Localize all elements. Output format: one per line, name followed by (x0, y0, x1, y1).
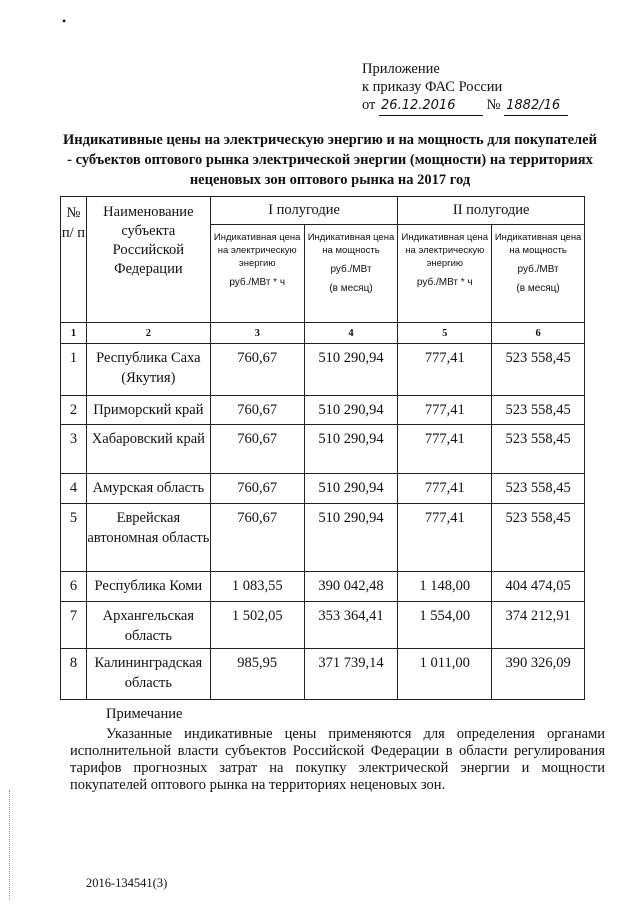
document-title: Индикативные цены на электрическую энергию и на мощность для покупателей - субъектов оптового рынка электрической энергии (мощности) на территориях неценовых зон оптового рынка на 2017 год (63, 132, 597, 188)
subheader-energy-h1-text: Индикативная цена на электрическую энергию (213, 232, 301, 269)
subheader-energy-h1 (210, 225, 304, 323)
index-cell: 3 (210, 323, 304, 344)
energy-price-h2: 1 554,00 (398, 602, 492, 649)
table-row (61, 602, 585, 649)
energy-price-h1: 985,95 (210, 649, 304, 700)
index-cell: 6 (492, 323, 585, 344)
order-date: 26.12.2016 (379, 97, 483, 116)
energy-price-h1: 760,67 (210, 425, 304, 474)
energy-price-h2: 1 011,00 (398, 649, 492, 700)
row-number: 7 (61, 602, 87, 649)
energy-price-h1: 760,67 (210, 474, 304, 504)
power-price-h1: 371 739,14 (304, 649, 398, 700)
energy-price-h2: 777,41 (398, 344, 492, 396)
header-half2: II полугодие (398, 197, 585, 225)
note-title: Примечание (106, 706, 183, 722)
table-row (61, 474, 585, 504)
power-price-h2: 404 474,05 (492, 572, 585, 602)
power-price-h2: 523 558,45 (492, 344, 585, 396)
subheader-power-h1-unit2: (в месяц) (329, 283, 373, 294)
row-number: 5 (61, 504, 87, 572)
row-number: 1 (61, 344, 87, 396)
power-price-h1: 510 290,94 (304, 425, 398, 474)
region-name: Калининградская область (86, 649, 210, 700)
power-price-h1: 353 364,41 (304, 602, 398, 649)
subheader-energy-h2-unit: руб./МВт * ч (416, 277, 473, 288)
row-number: 2 (61, 396, 87, 425)
footer-doc-id: 2016-134541(3) (86, 876, 168, 890)
header-name: Наименование субъекта Российской Федерации (86, 197, 210, 323)
order-number: 1882/16 (504, 97, 568, 116)
corner-mark: • (62, 14, 67, 28)
subheader-power-h1-unit: руб./МВт (330, 264, 372, 275)
table-row (61, 396, 585, 425)
appendix-label: Приложение (362, 61, 440, 77)
subheader-power-h2-text: Индикативная цена на мощность (494, 232, 582, 256)
power-price-h1: 510 290,94 (304, 396, 398, 425)
energy-price-h1: 760,67 (210, 504, 304, 572)
energy-price-h2: 1 148,00 (398, 572, 492, 602)
row-number: 4 (61, 474, 87, 504)
power-price-h1: 510 290,94 (304, 474, 398, 504)
order-date-number (362, 96, 622, 116)
power-price-h2: 523 558,45 (492, 396, 585, 425)
prices-table (60, 196, 585, 700)
region-name: Хабаровский край (86, 425, 210, 474)
row-number: 6 (61, 572, 87, 602)
power-price-h1: 390 042,48 (304, 572, 398, 602)
energy-price-h1: 1 083,55 (210, 572, 304, 602)
subheader-energy-h1-unit: руб./МВт * ч (229, 277, 286, 288)
subheader-power-h2-unit2: (в месяц) (516, 283, 560, 294)
scan-edge-line (9, 790, 11, 900)
index-cell: 1 (61, 323, 87, 344)
energy-price-h2: 777,41 (398, 504, 492, 572)
power-price-h2: 523 558,45 (492, 474, 585, 504)
row-number: 8 (61, 649, 87, 700)
table-row (61, 425, 585, 474)
power-price-h2: 390 326,09 (492, 649, 585, 700)
note-text: Указанные индикативные цены применяются для определения органами исполнительной власти субъектов Российской Федерации в области регулирования тарифов прогнозных затрат на покупку электрической энергии и мощности покупателей оптового рынка на территориях неценовых зон. (70, 726, 605, 793)
header-num: № п/ п (61, 197, 87, 323)
subheader-power-h1 (304, 225, 398, 323)
index-row (61, 323, 585, 344)
energy-price-h2: 777,41 (398, 425, 492, 474)
table-row (61, 572, 585, 602)
appendix-header (362, 60, 622, 116)
power-price-h2: 523 558,45 (492, 425, 585, 474)
subheader-power-h2 (492, 225, 585, 323)
row-number: 3 (61, 425, 87, 474)
region-name: Республика Коми (86, 572, 210, 602)
subheader-power-h1-text: Индикативная цена на мощность (307, 232, 395, 256)
table-row (61, 504, 585, 572)
number-label: № (486, 97, 501, 113)
table-row (61, 649, 585, 700)
region-name: Республика Саха (Якутия) (86, 344, 210, 396)
subheader-energy-h2 (398, 225, 492, 323)
header-half1: I полугодие (210, 197, 398, 225)
table-row (61, 344, 585, 396)
index-cell: 4 (304, 323, 398, 344)
energy-price-h1: 760,67 (210, 344, 304, 396)
energy-price-h2: 777,41 (398, 396, 492, 425)
subheader-energy-h2-text: Индикативная цена на электрическую энергию (401, 232, 489, 269)
power-price-h2: 374 212,91 (492, 602, 585, 649)
energy-price-h2: 777,41 (398, 474, 492, 504)
region-name: Архангельская область (86, 602, 210, 649)
from-label: от (362, 97, 376, 113)
energy-price-h1: 760,67 (210, 396, 304, 425)
order-reference: к приказу ФАС России (362, 79, 503, 95)
power-price-h1: 510 290,94 (304, 344, 398, 396)
region-name: Приморский край (86, 396, 210, 425)
power-price-h1: 510 290,94 (304, 504, 398, 572)
region-name: Амурская область (86, 474, 210, 504)
region-name: Еврейская автономная область (86, 504, 210, 572)
index-cell: 5 (398, 323, 492, 344)
subheader-power-h2-unit: руб./МВт (517, 264, 559, 275)
index-cell: 2 (86, 323, 210, 344)
energy-price-h1: 1 502,05 (210, 602, 304, 649)
power-price-h2: 523 558,45 (492, 504, 585, 572)
